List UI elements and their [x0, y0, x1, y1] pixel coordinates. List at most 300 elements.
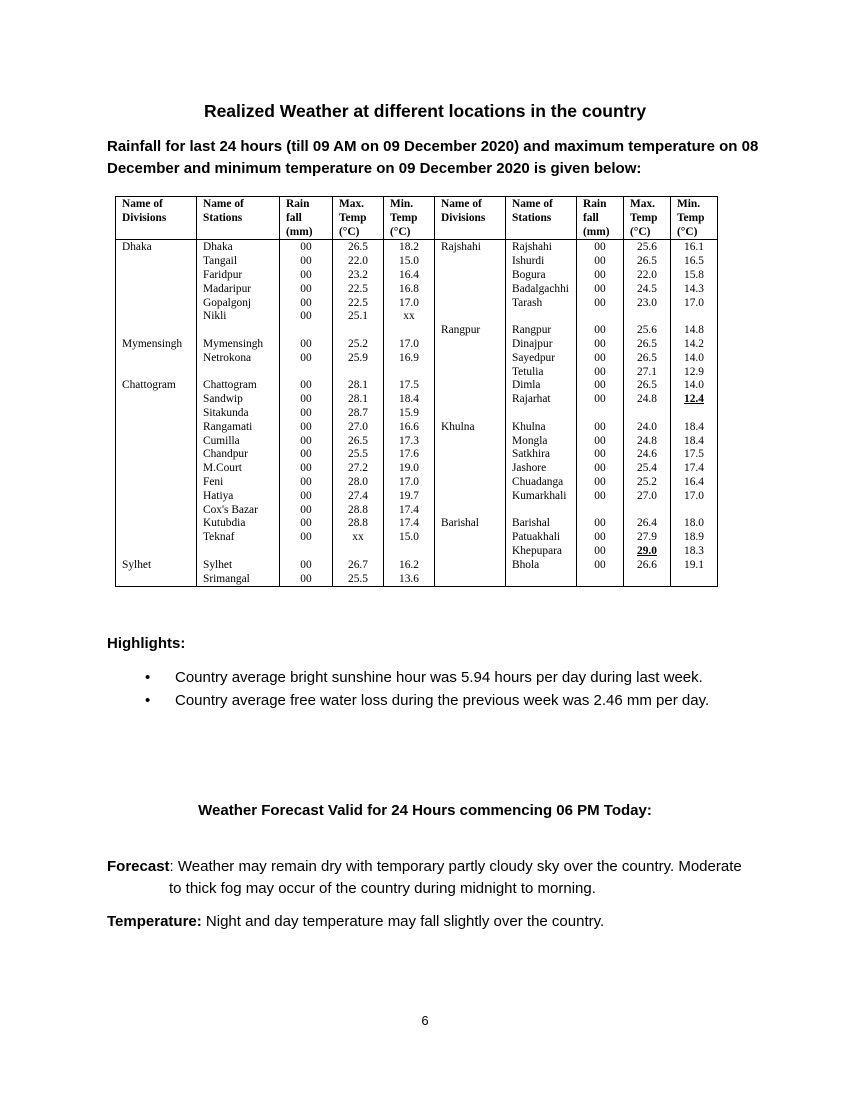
header-mintemp-left: Min. Temp (°C) [384, 197, 435, 240]
cell-mintemp-right: 15.8 [671, 269, 718, 283]
cell-maxtemp-left: 23.2 [333, 269, 384, 283]
cell-rainfall-left: 00 [280, 573, 333, 587]
cell-division-left [116, 531, 197, 545]
cell-division-right [435, 448, 506, 462]
cell-station-left [197, 324, 280, 338]
cell-division-left [116, 255, 197, 269]
cell-station-right: Badalgachhi [506, 283, 577, 297]
cell-rainfall-right: 00 [577, 324, 624, 338]
cell-maxtemp-right: 26.5 [624, 338, 671, 352]
cell-mintemp-right: 17.0 [671, 490, 718, 504]
cell-station-right [506, 504, 577, 518]
cell-maxtemp-left: 28.8 [333, 517, 384, 531]
cell-rainfall-left: 00 [280, 283, 333, 297]
cell-rainfall-right: 00 [577, 269, 624, 283]
cell-mintemp-left: 15.0 [384, 255, 435, 269]
cell-division-right [435, 573, 506, 587]
cell-division-right [435, 435, 506, 449]
cell-division-right [435, 476, 506, 490]
cell-maxtemp-left [333, 324, 384, 338]
cell-mintemp-right: 14.0 [671, 379, 718, 393]
cell-rainfall-right: 00 [577, 255, 624, 269]
cell-division-right: Rajshahi [435, 240, 506, 255]
cell-maxtemp-left: 25.9 [333, 352, 384, 366]
cell-division-left: Sylhet [116, 559, 197, 573]
cell-rainfall-right [577, 504, 624, 518]
table-row [116, 421, 718, 435]
cell-station-right: Mongla [506, 435, 577, 449]
table-row [116, 283, 718, 297]
page-number: 6 [421, 1013, 429, 1028]
header-maxtemp-left: Max. Temp (°C) [333, 197, 384, 240]
cell-mintemp-left: 19.0 [384, 462, 435, 476]
cell-mintemp-right [671, 310, 718, 324]
table-row [116, 338, 718, 352]
cell-mintemp-right: 18.4 [671, 421, 718, 435]
cell-division-left: Dhaka [116, 240, 197, 255]
header-mintemp-right: Min. Temp (°C) [671, 197, 718, 240]
cell-maxtemp-right: 27.9 [624, 531, 671, 545]
cell-rainfall-right: 00 [577, 476, 624, 490]
cell-division-left [116, 545, 197, 559]
cell-rainfall-right: 00 [577, 559, 624, 573]
table-row [116, 559, 718, 573]
cell-rainfall-right: 00 [577, 240, 624, 255]
cell-maxtemp-right: 24.8 [624, 435, 671, 449]
cell-station-right: Khepupara [506, 545, 577, 559]
cell-rainfall-right: 00 [577, 462, 624, 476]
forecast-line-2: to thick fog may occur of the country during midnight to morning. [169, 880, 596, 897]
header-maxtemp-right: Max. Temp (°C) [624, 197, 671, 240]
cell-division-left [116, 310, 197, 324]
cell-division-left [116, 352, 197, 366]
cell-maxtemp-right: 26.6 [624, 559, 671, 573]
cell-rainfall-right [577, 573, 624, 587]
cell-mintemp-left: 17.6 [384, 448, 435, 462]
cell-rainfall-left [280, 545, 333, 559]
cell-mintemp-right: 17.5 [671, 448, 718, 462]
cell-mintemp-left: 16.4 [384, 269, 435, 283]
table-header-row [116, 197, 718, 240]
cell-station-right: Sayedpur [506, 352, 577, 366]
cell-station-left: Tangail [197, 255, 280, 269]
cell-maxtemp-left: 28.1 [333, 379, 384, 393]
cell-mintemp-right: 14.3 [671, 283, 718, 297]
cell-division-right: Rangpur [435, 324, 506, 338]
cell-rainfall-left: 00 [280, 421, 333, 435]
cell-mintemp-left: 19.7 [384, 490, 435, 504]
cell-station-right: Kumarkhali [506, 490, 577, 504]
table-row [116, 573, 718, 587]
header-rainfall-left: Rain fall (mm) [280, 197, 333, 240]
cell-division-left [116, 297, 197, 311]
cell-mintemp-left: 17.0 [384, 297, 435, 311]
cell-maxtemp-left: 28.1 [333, 393, 384, 407]
cell-rainfall-right: 00 [577, 366, 624, 380]
temperature-text: Night and day temperature may fall slightly over the country. [201, 913, 605, 930]
cell-mintemp-left [384, 366, 435, 380]
cell-rainfall-right: 00 [577, 545, 624, 559]
header-division-left: Name of Divisions [116, 197, 197, 240]
cell-station-right: Chuadanga [506, 476, 577, 490]
cell-maxtemp-left: 27.2 [333, 462, 384, 476]
cell-maxtemp-right [624, 573, 671, 587]
cell-station-left: Dhaka [197, 240, 280, 255]
cell-mintemp-right: 19.1 [671, 559, 718, 573]
page-title: Realized Weather at different locations in the country [203, 101, 647, 121]
bullet-icon: • [145, 692, 151, 709]
highlight-text: Country average bright sunshine hour was 5.94 hours per day during last week. [175, 669, 703, 686]
table-row [116, 407, 718, 421]
temperature-paragraph [107, 911, 604, 933]
cell-division-left [116, 517, 197, 531]
cell-mintemp-left [384, 545, 435, 559]
cell-maxtemp-left: 22.5 [333, 283, 384, 297]
cell-station-right: Dinajpur [506, 338, 577, 352]
cell-rainfall-left: 00 [280, 379, 333, 393]
cell-mintemp-right: 18.9 [671, 531, 718, 545]
table-row [116, 297, 718, 311]
cell-maxtemp-left: 28.8 [333, 504, 384, 518]
cell-rainfall-right: 00 [577, 297, 624, 311]
table-row [116, 324, 718, 338]
cell-station-right [506, 407, 577, 421]
cell-division-right [435, 559, 506, 573]
cell-mintemp-right: 14.8 [671, 324, 718, 338]
cell-division-left: Mymensingh [116, 338, 197, 352]
cell-station-right: Dimla [506, 379, 577, 393]
cell-station-left: Chandpur [197, 448, 280, 462]
cell-maxtemp-right [624, 504, 671, 518]
forecast-paragraph [107, 856, 777, 900]
cell-mintemp-right: 14.0 [671, 352, 718, 366]
cell-station-right: Rajarhat [506, 393, 577, 407]
cell-division-right [435, 297, 506, 311]
cell-maxtemp-left: 25.2 [333, 338, 384, 352]
cell-station-right: Khulna [506, 421, 577, 435]
cell-mintemp-right: 16.4 [671, 476, 718, 490]
cell-mintemp-right: 16.5 [671, 255, 718, 269]
cell-mintemp-right: 17.0 [671, 297, 718, 311]
cell-maxtemp-left: 25.5 [333, 448, 384, 462]
cell-rainfall-right: 00 [577, 517, 624, 531]
table-row [116, 379, 718, 393]
cell-station-right: Rajshahi [506, 240, 577, 255]
cell-station-left: Feni [197, 476, 280, 490]
cell-maxtemp-left: 22.5 [333, 297, 384, 311]
table-row [116, 517, 718, 531]
cell-mintemp-left: 17.4 [384, 504, 435, 518]
cell-rainfall-left: 00 [280, 269, 333, 283]
table-row [116, 269, 718, 283]
highlights-heading: Highlights: [107, 635, 186, 652]
header-station-right: Name of Stations [506, 197, 577, 240]
cell-station-right: Barishal [506, 517, 577, 531]
cell-mintemp-right: 16.1 [671, 240, 718, 255]
cell-station-right: Jashore [506, 462, 577, 476]
cell-rainfall-left [280, 324, 333, 338]
highlight-item [145, 668, 709, 691]
cell-rainfall-left: 00 [280, 338, 333, 352]
cell-rainfall-left: 00 [280, 504, 333, 518]
cell-division-right [435, 352, 506, 366]
table-row [116, 435, 718, 449]
cell-maxtemp-left: 26.5 [333, 240, 384, 255]
cell-mintemp-left: 17.3 [384, 435, 435, 449]
cell-division-left [116, 462, 197, 476]
cell-station-left: Nikli [197, 310, 280, 324]
cell-rainfall-left: 00 [280, 448, 333, 462]
table-row [116, 545, 718, 559]
cell-station-right: Patuakhali [506, 531, 577, 545]
cell-station-left: Cox's Bazar [197, 504, 280, 518]
cell-rainfall-left: 00 [280, 240, 333, 255]
cell-mintemp-left: xx [384, 310, 435, 324]
cell-division-right [435, 366, 506, 380]
cell-mintemp-left: 17.0 [384, 338, 435, 352]
cell-division-right [435, 462, 506, 476]
cell-maxtemp-left: 22.0 [333, 255, 384, 269]
cell-mintemp-left: 17.0 [384, 476, 435, 490]
cell-rainfall-right: 00 [577, 283, 624, 297]
cell-mintemp-left: 16.6 [384, 421, 435, 435]
cell-station-right: Ishurdi [506, 255, 577, 269]
cell-mintemp-left: 17.5 [384, 379, 435, 393]
cell-rainfall-left: 00 [280, 393, 333, 407]
cell-maxtemp-left: 25.1 [333, 310, 384, 324]
cell-station-right: Rangpur [506, 324, 577, 338]
cell-division-left [116, 393, 197, 407]
cell-mintemp-left: 16.9 [384, 352, 435, 366]
cell-maxtemp-right: 24.5 [624, 283, 671, 297]
cell-mintemp-right: 14.2 [671, 338, 718, 352]
cell-maxtemp-left: 27.0 [333, 421, 384, 435]
cell-division-left [116, 490, 197, 504]
cell-division-left [116, 324, 197, 338]
cell-division-right [435, 310, 506, 324]
cell-station-left: Mymensingh [197, 338, 280, 352]
cell-maxtemp-left [333, 366, 384, 380]
table-row [116, 476, 718, 490]
table-row [116, 240, 718, 255]
cell-station-right: Tetulia [506, 366, 577, 380]
cell-rainfall-left: 00 [280, 407, 333, 421]
table-row [116, 366, 718, 380]
cell-maxtemp-right: 22.0 [624, 269, 671, 283]
cell-division-left [116, 573, 197, 587]
cell-division-right [435, 379, 506, 393]
cell-rainfall-left: 00 [280, 531, 333, 545]
cell-mintemp-right: 18.4 [671, 435, 718, 449]
weather-table-body [116, 240, 718, 587]
highlight-item [145, 691, 709, 714]
cell-division-left [116, 269, 197, 283]
cell-division-left [116, 407, 197, 421]
cell-station-left: M.Court [197, 462, 280, 476]
cell-mintemp-right: 18.3 [671, 545, 718, 559]
cell-mintemp-left: 16.8 [384, 283, 435, 297]
temperature-label: Temperature: [107, 913, 202, 930]
cell-division-left [116, 476, 197, 490]
forecast-heading: Weather Forecast Valid for 24 Hours commencing 06 PM Today: [198, 802, 652, 819]
cell-maxtemp-right: 26.4 [624, 517, 671, 531]
cell-station-left: Gopalgonj [197, 297, 280, 311]
cell-station-left: Madaripur [197, 283, 280, 297]
cell-maxtemp-right: 29.0 [624, 545, 671, 559]
cell-rainfall-left: 00 [280, 310, 333, 324]
bullet-icon: • [145, 669, 151, 686]
cell-mintemp-left: 17.4 [384, 517, 435, 531]
cell-maxtemp-left: 26.5 [333, 435, 384, 449]
cell-division-right [435, 283, 506, 297]
cell-station-left: Hatiya [197, 490, 280, 504]
cell-rainfall-left: 00 [280, 352, 333, 366]
cell-maxtemp-right [624, 310, 671, 324]
table-row [116, 531, 718, 545]
table-row [116, 504, 718, 518]
cell-maxtemp-right: 25.4 [624, 462, 671, 476]
cell-station-right: Bhola [506, 559, 577, 573]
cell-division-right [435, 407, 506, 421]
cell-rainfall-right: 00 [577, 531, 624, 545]
cell-mintemp-left: 13.6 [384, 573, 435, 587]
cell-maxtemp-left [333, 545, 384, 559]
cell-mintemp-right: 17.4 [671, 462, 718, 476]
cell-maxtemp-right: 26.5 [624, 379, 671, 393]
cell-station-left [197, 366, 280, 380]
cell-station-left: Srimangal [197, 573, 280, 587]
cell-rainfall-left: 00 [280, 559, 333, 573]
forecast-label: Forecast [107, 858, 170, 875]
cell-division-right [435, 545, 506, 559]
forecast-line-1: : Weather may remain dry with temporary partly cloudy sky over the country. Moderate [169, 858, 742, 875]
table-row [116, 448, 718, 462]
cell-rainfall-left: 00 [280, 490, 333, 504]
cell-mintemp-right [671, 504, 718, 518]
cell-rainfall-right: 00 [577, 490, 624, 504]
cell-rainfall-right: 00 [577, 338, 624, 352]
cell-rainfall-right [577, 407, 624, 421]
cell-maxtemp-left: 28.0 [333, 476, 384, 490]
cell-rainfall-left: 00 [280, 476, 333, 490]
cell-station-right: Satkhira [506, 448, 577, 462]
cell-station-left: Netrokona [197, 352, 280, 366]
table-row [116, 393, 718, 407]
cell-rainfall-right: 00 [577, 421, 624, 435]
cell-mintemp-right [671, 407, 718, 421]
cell-mintemp-right: 12.4 [671, 393, 718, 407]
cell-mintemp-left: 18.4 [384, 393, 435, 407]
cell-mintemp-right: 18.0 [671, 517, 718, 531]
cell-rainfall-right: 00 [577, 393, 624, 407]
cell-maxtemp-right: 27.1 [624, 366, 671, 380]
cell-division-right: Barishal [435, 517, 506, 531]
cell-division-right [435, 393, 506, 407]
cell-division-right [435, 490, 506, 504]
cell-rainfall-left: 00 [280, 517, 333, 531]
cell-mintemp-right: 12.9 [671, 366, 718, 380]
cell-rainfall-left: 00 [280, 462, 333, 476]
cell-maxtemp-right: 26.5 [624, 352, 671, 366]
cell-station-right [506, 310, 577, 324]
cell-division-left: Chattogram [116, 379, 197, 393]
cell-station-right [506, 573, 577, 587]
cell-division-right [435, 338, 506, 352]
cell-maxtemp-right: 24.6 [624, 448, 671, 462]
cell-division-right [435, 531, 506, 545]
cell-maxtemp-left: 28.7 [333, 407, 384, 421]
cell-division-right [435, 255, 506, 269]
cell-station-left: Faridpur [197, 269, 280, 283]
cell-mintemp-left: 18.2 [384, 240, 435, 255]
cell-rainfall-left: 00 [280, 297, 333, 311]
cell-maxtemp-right: 24.8 [624, 393, 671, 407]
table-row [116, 310, 718, 324]
cell-division-left [116, 366, 197, 380]
cell-maxtemp-right: 24.0 [624, 421, 671, 435]
cell-station-right: Bogura [506, 269, 577, 283]
cell-rainfall-left: 00 [280, 435, 333, 449]
table-row [116, 255, 718, 269]
cell-mintemp-right [671, 573, 718, 587]
cell-division-left [116, 283, 197, 297]
cell-mintemp-left [384, 324, 435, 338]
cell-maxtemp-right: 26.5 [624, 255, 671, 269]
cell-rainfall-right: 00 [577, 379, 624, 393]
table-row [116, 352, 718, 366]
cell-maxtemp-left: 25.5 [333, 573, 384, 587]
cell-rainfall-left: 00 [280, 255, 333, 269]
table-row [116, 462, 718, 476]
cell-maxtemp-right: 23.0 [624, 297, 671, 311]
cell-division-right: Khulna [435, 421, 506, 435]
cell-maxtemp-right [624, 407, 671, 421]
intro-paragraph: Rainfall for last 24 hours (till 09 AM on 09 December 2020) and maximum temperature on 08 December and minimum temperature on 09 December 2020 is given below: [107, 138, 759, 177]
cell-station-left: Chattogram [197, 379, 280, 393]
highlight-text: Country average free water loss during the previous week was 2.46 mm per day. [175, 692, 710, 709]
cell-mintemp-left: 16.2 [384, 559, 435, 573]
cell-station-left: Sylhet [197, 559, 280, 573]
cell-division-left [116, 504, 197, 518]
header-rainfall-right: Rain fall (mm) [577, 197, 624, 240]
cell-maxtemp-right: 25.2 [624, 476, 671, 490]
weather-table [115, 196, 718, 587]
cell-station-left: Sitakunda [197, 407, 280, 421]
cell-maxtemp-right: 25.6 [624, 240, 671, 255]
cell-maxtemp-right: 27.0 [624, 490, 671, 504]
header-division-right: Name of Divisions [435, 197, 506, 240]
cell-division-right [435, 504, 506, 518]
cell-station-left: Sandwip [197, 393, 280, 407]
cell-station-left: Cumilla [197, 435, 280, 449]
cell-station-left [197, 545, 280, 559]
cell-rainfall-right [577, 310, 624, 324]
cell-division-right [435, 269, 506, 283]
cell-rainfall-left [280, 366, 333, 380]
cell-station-left: Teknaf [197, 531, 280, 545]
cell-rainfall-right: 00 [577, 435, 624, 449]
cell-division-left [116, 421, 197, 435]
cell-rainfall-right: 00 [577, 448, 624, 462]
cell-maxtemp-right: 25.6 [624, 324, 671, 338]
cell-division-left [116, 448, 197, 462]
cell-rainfall-right: 00 [577, 352, 624, 366]
cell-mintemp-left: 15.9 [384, 407, 435, 421]
cell-station-left: Kutubdia [197, 517, 280, 531]
cell-maxtemp-left: xx [333, 531, 384, 545]
cell-division-left [116, 435, 197, 449]
cell-station-left: Rangamati [197, 421, 280, 435]
